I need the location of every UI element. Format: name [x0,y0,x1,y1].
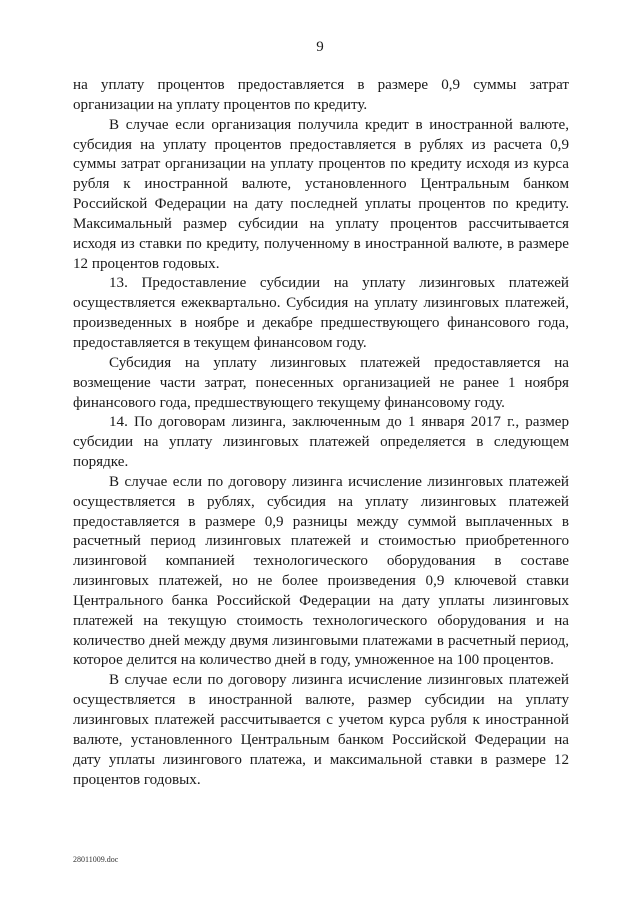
document-body [73,76,569,790]
paragraph-leasing-rubles: В случае если по договору лизинга исчисление лизинговых платежей осуществляется в рублях, субсидия на уплату лизинговых платежей предоставляется в размере 0,9 разницы между суммой выплаченных в расчетный период лизинговых платежей и стоимостью приобретенного лизинговой компанией технологического оборудования в составе лизинговых платежей, но не более произведения 0,9 ключевой ставки Центрального банка Российской Федерации на дату уплаты лизинговых платежей на текущую стоимость технологического оборудования и на количество дней между двумя лизинговыми платежами в расчетный период, которое делится на количество дней в году, умноженное на 100 процентов. [73,473,569,669]
page-number: 9 [316,39,324,55]
paragraph-item-13: 13. Предоставление субсидии на уплату лизинговых платежей осуществляется ежеквартально. Субсидия на уплату лизинговых платежей, произведенных в ноябре и декабре предшествующего финансового года, предоставляется в текущем финансовом году. [73,275,569,351]
paragraph-item-14: 14. По договорам лизинга, заключенным до 1 января 2017 г., размер субсидии на уплату лизинговых платежей определяется в следующем порядке. [73,414,569,471]
paragraph-leasing-cost-reimbursement: Субсидия на уплату лизинговых платежей предоставляется на возмещение части затрат, понесенных организацией не ранее 1 ноября финансового года, предшествующего текущему финансовому году. [73,354,569,411]
paragraph-continuation: на уплату процентов предоставляется в размере 0,9 суммы затрат организации на уплату процентов по кредиту. [73,77,569,113]
paragraph-foreign-currency-credit: В случае если организация получила кредит в иностранной валюте, субсидия на уплату процентов предоставляется в рублях из расчета 0,9 суммы затрат организации на уплату процентов по кредиту исходя из курса рубля к иностранной валюте, установленного Центральным банком Российской Федерации на дату последней уплаты процентов по кредиту. Максимальный размер субсидии на уплату процентов рассчитывается исходя из ставки по кредиту, полученному в иностранной валюте, в размере 12 процентов годовых. [73,116,569,272]
paragraph-leasing-foreign-currency: В случае если по договору лизинга исчисление лизинговых платежей осуществляется в иностранной валюте, размер субсидии на уплату лизинговых платежей рассчитывается с учетом курса рубля к иностранной валюте, установленного Центральным банком Российской Федерации на дату уплаты лизингового платежа, и максимальной ставки в размере 12 процентов годовых. [73,672,569,788]
document-file-code: 28011009.doc [73,855,119,864]
